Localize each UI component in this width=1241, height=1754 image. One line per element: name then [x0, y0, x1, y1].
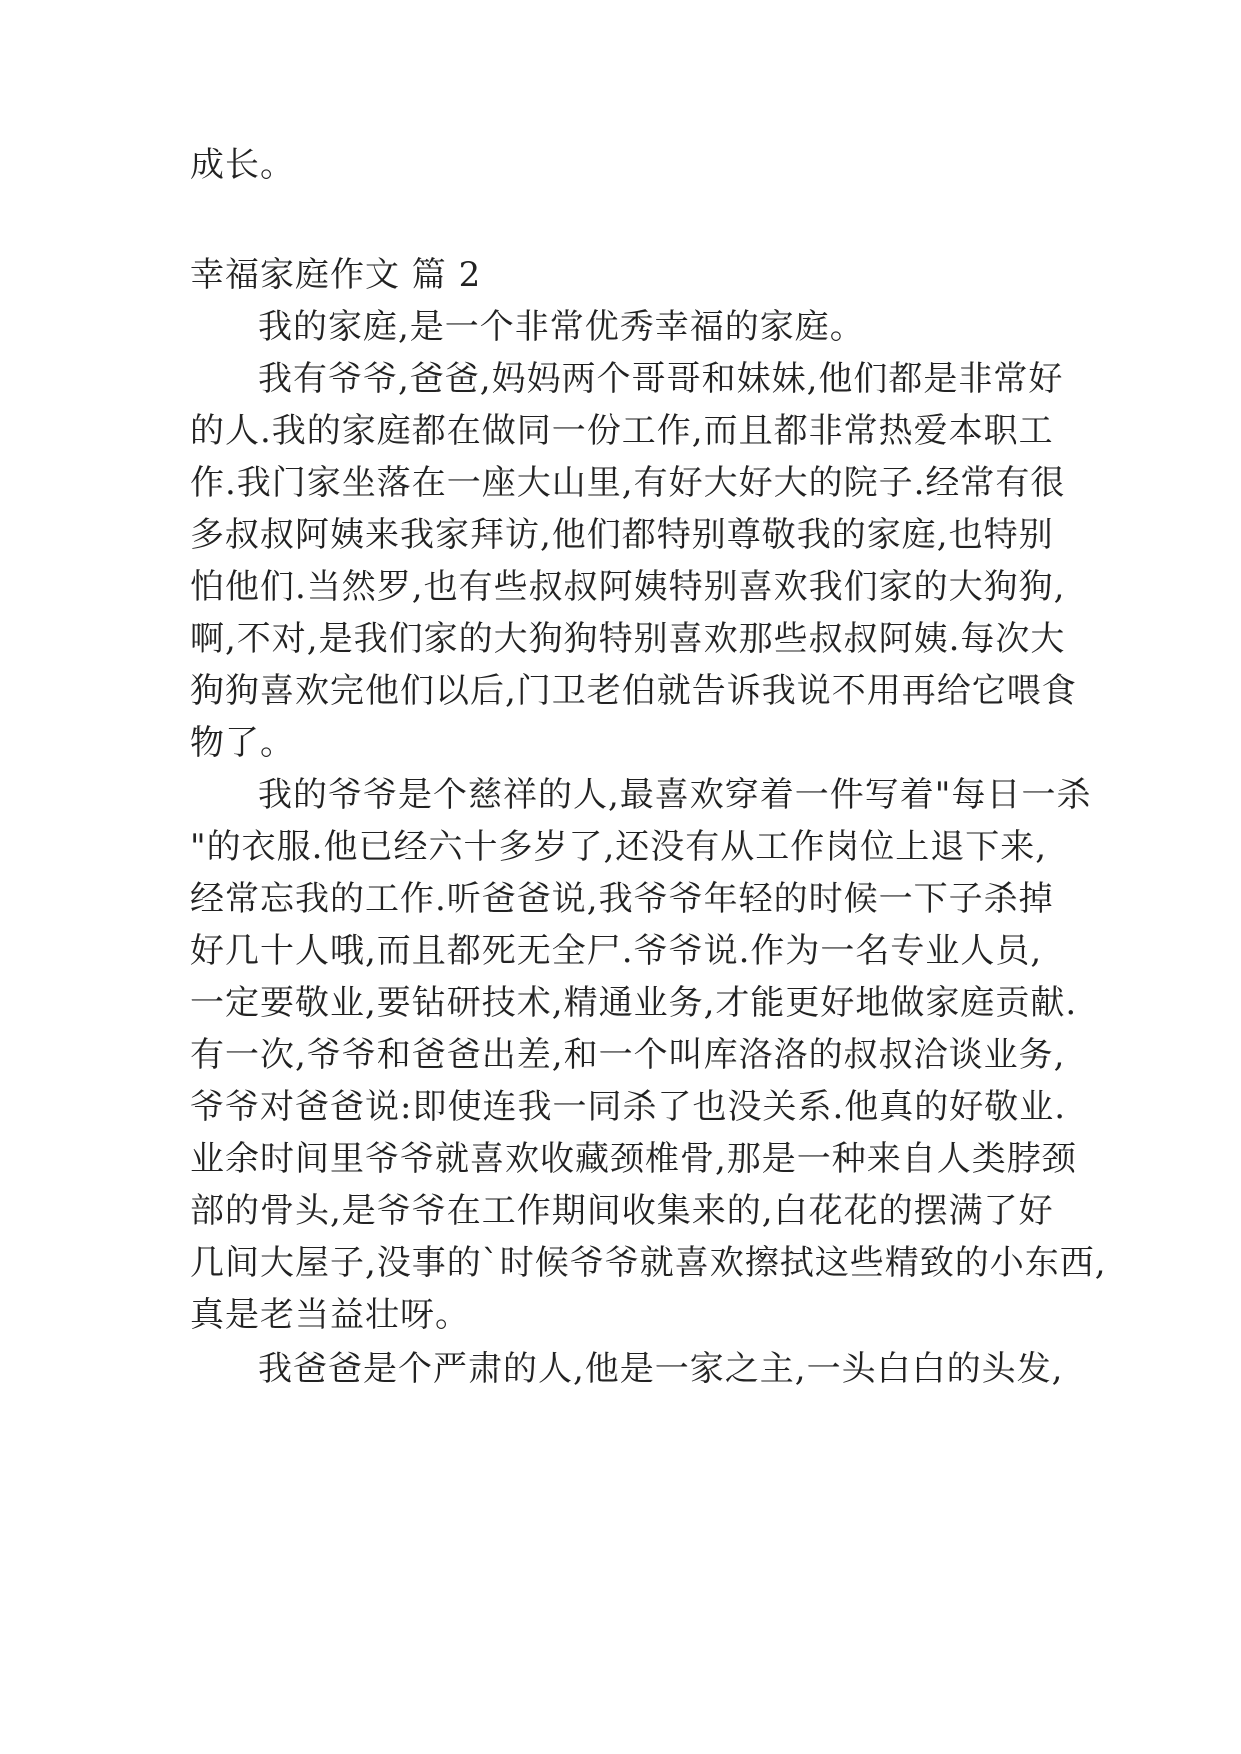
paragraph-line: 一定要敬业,要钻研技术,精通业务,才能更好地做家庭贡献.: [190, 983, 1078, 1023]
paragraph-line: 几间大屋子,没事的`时候爷爷就喜欢擦拭这些精致的小东西,: [190, 1243, 1107, 1283]
paragraph-line: 我的爷爷是个慈祥的人,最喜欢穿着一件写着"每日一杀: [258, 775, 1092, 815]
paragraph-line: 部的骨头,是爷爷在工作期间收集来的,白花花的摆满了好: [190, 1191, 1054, 1231]
paragraph-line: 经常忘我的工作.听爸爸说,我爷爷年轻的时候一下子杀掉: [190, 879, 1054, 919]
paragraph-line: 狗狗喜欢完他们以后,门卫老伯就告诉我说不用再给它喂食: [190, 671, 1077, 711]
paragraph-line: 啊,不对,是我们家的大狗狗特别喜欢那些叔叔阿姨.每次大: [190, 619, 1066, 659]
paragraph-line: 作.我门家坐落在一座大山里,有好大好大的院子.经常有很: [190, 463, 1066, 503]
paragraph-line: 我爸爸是个严肃的人,他是一家之主,一头白白的头发,: [258, 1349, 1064, 1389]
paragraph-line: 我有爷爷,爸爸,妈妈两个哥哥和妹妹,他们都是非常好: [258, 359, 1064, 399]
paragraph-line: 爷爷对爸爸说:即使连我一同杀了也没关系.他真的好敬业.: [190, 1087, 1067, 1127]
paragraph-line: 有一次,爷爷和爸爸出差,和一个叫库洛洛的叔叔洽谈业务,: [190, 1035, 1066, 1075]
paragraph-line: 多叔叔阿姨来我家拜访,他们都特别尊敬我的家庭,也特别: [190, 515, 1054, 555]
paragraph-line: 业余时间里爷爷就喜欢收藏颈椎骨,那是一种来自人类脖颈: [190, 1139, 1077, 1179]
paragraph-line: 真是老当益壮呀。: [190, 1295, 470, 1335]
continued-text: 成长。: [190, 145, 295, 185]
paragraph-line: 我的家庭,是一个非常优秀幸福的家庭。: [258, 307, 865, 347]
paragraph-line: 物了。: [190, 723, 295, 763]
section-title: 幸福家庭作文 篇 2: [190, 255, 482, 295]
paragraph-line: "的衣服.他已经六十多岁了,还没有从工作岗位上退下来,: [190, 827, 1048, 867]
paragraph-line: 的人.我的家庭都在做同一份工作,而且都非常热爱本职工: [190, 411, 1054, 451]
paragraph-line: 怕他们.当然罗,也有些叔叔阿姨特别喜欢我们家的大狗狗,: [190, 567, 1066, 607]
paragraph-line: 好几十人哦,而且都死无全尸.爷爷说.作为一名专业人员,: [190, 931, 1043, 971]
